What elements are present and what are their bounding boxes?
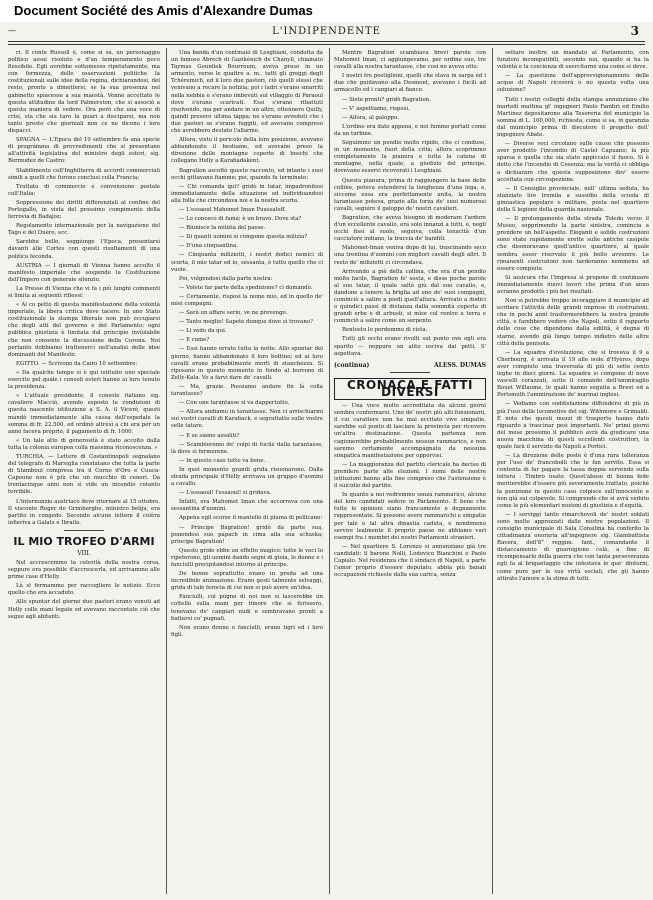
- paragraph: Allora, visto il pericolo della loro posizione, avevano abbandonato il bestiame, ed avevano preso la direzione delle montagne coperte di boschi che collegano Helly a Karabadakent.: [171, 137, 323, 165]
- paragraph: — Di quanti uomini si compone questa milizia?: [179, 234, 308, 241]
- column-1: [8, 50, 160, 892]
- column-divider-2: [329, 48, 330, 894]
- paragraph: Stabilimento coll'Inghilterra di accordi commerciali simili a quelli che furono conclusi colla Francia;: [8, 167, 160, 181]
- archive-banner: [0, 0, 653, 22]
- paragraph: — Chi comanda qui? gridò in tatar, impadronitosi immediatamente della situazione ed individuandosi alla folla che circondava noi e la nostra scorta.: [171, 183, 323, 204]
- paragraph: Mentre Bagration scambiava brevi parole con Mahomet Iman, ci aggiungevamo, per ordine suo, tre cavalli alla nostra tarantasse, che cosi ne aveva otto.: [334, 50, 486, 71]
- paragraph: Allo spuntar del giorno due pastori erano venuti ad Helly colle mani legate ed avevano raccontato ciò che segue agli abitanti.: [8, 599, 160, 620]
- paragraph: Appena egli scorse il mantello di pluma di pellicano:: [179, 515, 323, 522]
- paragraph: — Tanto meglio! Sapete dunque dove si trovano?: [179, 319, 313, 326]
- paragraph: — Volete far parte della spedizione? ci domandò.: [179, 284, 313, 291]
- paragraph: SPAGNA — L'Epoca del 10 settembre fa una specie di programma di provvedimenti che si presentano all'attività legislativa del ministro degli esteri, sig. Bermudez de Castro:: [8, 137, 160, 165]
- column-4: [497, 50, 649, 892]
- paragraph: — Una voce molto accreditata da alcuni giorni sembra confermarsi. Uno de' nostri più alti funzionarii, il cui carattere non ha mai eccitato vive simpatie, sarebbe sul punto di lasciare la provincia per ricevere un'altra destinazione. Questa partenza non cagionerebbe probabilmente nessun rammarico, e non saremo certamente accompagnata da nessuna simpatica manifestazione per opporvisi.: [334, 403, 486, 459]
- paragraph: Fanciulli, col pugno di noi non si lascerebbe un coltello sulla mani per timore che si ferissero, tenevano de' cangiari nudi e sembravano pronti a battersi co' pugnali.: [171, 594, 323, 622]
- paragraph: — La squadra d'evoluzione, che si trovava il 9 a Cherbourg, è arrivata il 19 alle isole d'Hyères, dopo aver compiuto una traversata di più di sette cento leghe in dieci giorni. La squadra si compone di nove vascelli corazzati, sotto il comando dell'ammiraglio Bouet Willaume, le quali hanno seguita a Brest ed a Portsmuth l'ammirazione de' marinai inglesi.: [497, 349, 649, 399]
- page-number: 3: [630, 24, 639, 38]
- paragraph: Sarebbe bello, soggiunge l'Epoca, presentarsi davanti alle Cortes con questi risultamenti di una politica feconda.: [8, 239, 160, 260]
- paragraph: — Scambieremo de' colpi di fucile dalla tarantasse, là dove si fermerene.: [171, 441, 323, 455]
- paragraph: — Con une tarantasse si va dappertutto.: [179, 400, 290, 407]
- header-left-mark: —: [8, 26, 16, 35]
- paragraph: — La direzione delle poste è d'una rara tolleranza per l'uso de' francobolli che le fan servito. Essa si contenta di far pagare la tassa doppia servendo sulla lettera : Timbro usato. Quest'abuso di buona fede meriterebbe d'essere più severamente trattato, poichè la punizione in questo caso colpisce sull'innocente e non già sul colpevole. Si comprende che si avrà veduto come le più elementari nozioni di giustizia e d'equità.: [497, 453, 649, 509]
- paragraph: In quanto a noi vedremmo senza rammarico, alcuno del loro candidati sedere in Parlamento. È bene che tutte le opinioni siano francamente e degnamente rappresentate. Si possono avere rammarichi e simpatie per tale o tal altra dinastia caduta, e nondimeno servire lealmente il proprio paese ne abbiamo vari esempi fra i membri dei nostri Parlamenti stranieri.: [334, 492, 486, 541]
- paragraph: — Certamente, risposi la nome mio, ed in quello de' miei compagni.: [171, 293, 323, 307]
- chronicle-heading: CRONACA E FATTI DIVERSI: [346, 377, 473, 399]
- paragraph: — In questo caso tutto va bene.: [179, 457, 266, 464]
- paragraph: TURCHIA. — Lettere di Costantinopoli segnalano del telegrafo di Marsiglia constatano che tutta la parte di Stamboul compresa tra il Corno d'Oro e Cuuca-Capoune non è più che un mucchio di ceneri. Da trentacinque anni non si vide un incendio cotanto terribile.: [8, 453, 160, 496]
- paragraph: — Essi hanno errato tutta la notte. Allo spuntar del giorno, hanno abbandonato il loro bottino; ed ai loro cavalli erano probabilmente morti di stanchezza. Si riposano in questo momento in fondo al burrone di Zelly-Kala. Vo a farvi dare de' cavalli.: [171, 346, 323, 381]
- paragraph: — V' aspettiamo, risposi.: [342, 105, 410, 112]
- column-2: [171, 50, 323, 892]
- paragraph: — La maggioranza del partito clericale ha deciso di prendere parte alle elezioni. I nomi delle nostre istituzioni hanno alla fine compreso che l'astensione è il suicidio del partito.: [334, 461, 486, 490]
- section-divider: [64, 530, 104, 531]
- column-divider-1: [166, 48, 167, 894]
- paragraph: Bagration ascoltò questo racconto, ed intanto i suoi occhi gittavano fiamme; poi, quando fu terminato:: [171, 167, 323, 181]
- paragraph: Là si fermammo per raccogliere le notizie. Ecco quello che era accaduto.: [8, 583, 160, 597]
- paragraph: settare inoltre un mandato al Parlamento, con funzioni incompatibili, secondo noi, quando si ha la volontà e la coscienza di esercitarne una come si deve.: [497, 50, 649, 71]
- column-divider-3: [492, 48, 493, 894]
- paragraph: — Cinquanta miliziotti, i nostri dodici nemici di scorta, il mio tatar ed io, sessanta, è tutto quello che ci vuole.: [171, 252, 323, 273]
- paragraph: La Presse di Vienna che vi fa i più lunghi commenti si limita ai seguenti riflessi:: [8, 285, 160, 299]
- paragraph: — Nel quartiere S. Lorenzo si annunziano già tre candidati: il barone Nolli, Lodovico Bianchini e Paolo Capialo. Nel residenza che il sindaco di Napoli, a parte l'amor proprio d'essere deputato, abbia più banali occupazioni richieste dalla sua carica, senza: [334, 543, 486, 579]
- paragraph: Seguimmo un pendio molto ripido, che ci conduse, in un momento, fuori della città; allora scoprimmo completamente la pianura e tutta la catena di montagne, nella quale, a giudizio del principe, dovevano esservi ricoverati i Lesghiani.: [334, 140, 486, 175]
- paragraph: Non si potrebbe troppo incoraggiare il municipio ad ecritare l'attività delle grandi imprese di costruzioni, che in pochi anni trasformerebbero la nostra grande città, e farebbero vedere che Napoli, sotto il rapporto delle cose che dipendono dalla edilità, è degna di starne, avendo già lungo tempo indietro delle altre città della penisola.: [497, 298, 649, 347]
- paragraph: I nostri tre postiglioni, quelli che stava in sarpa ed i due che guidavano alla Desmont, avevano i fucili ad armacollo ed i cangiari al fianco.: [334, 73, 486, 94]
- continued-note: (continua): [334, 361, 370, 369]
- paragraph: « Un tale atto di generosità è stato accolto dalla tutta la colonia europea colla massima riconoscenza. »: [8, 437, 160, 451]
- section-divider: [390, 372, 430, 373]
- paragraph: Nel accrescemmo la celerità della nostra corsa, seppure era possibile d'accrescerla, ed arrivammo alle prime case d'Helly.: [8, 560, 160, 581]
- paragraph: Soppressione dei diritti differenziali al confine del Portogallo, in vista del prossimo compimento della ferrovia di Badajoz;: [8, 199, 160, 221]
- paragraph: — Allora andiamo in tarantasse. Non ci arrischiarmi sui vostri cavalli di Karaback, e segrattatto sulle vostre selle tatare.: [171, 409, 323, 430]
- chapter-number: VIII.: [77, 549, 91, 557]
- paragraph: — Allora, al galoppo.: [342, 114, 399, 121]
- paragraph: EGITTO. — Scrivono da Cairo 10 settembre:: [16, 360, 138, 367]
- paragraph: Si assicura che l'Impresa si propone di continuare immediatamente nuovi lavori che prima d'un anno avranno prodotto i più bei risultati.: [497, 274, 649, 295]
- paragraph: — E se siamo assaliti?: [179, 432, 240, 439]
- feuilleton-heading: IL MIO TROFEO D'ARMI: [13, 534, 155, 548]
- author-name: ALESS. DUMAS: [433, 361, 486, 369]
- paragraph: AUSTRIA — I giornali di Vienna hanno accolto il manifesto imperiale che sospende la Costituzione dell'Impero con generale silenzio.: [8, 262, 160, 283]
- paragraph: Non erano donne e fanciulli, erano tigri ed i loro figli.: [171, 624, 323, 638]
- paragraph: — Ma, grazie. Possiamo andare fin là colla tarantasse?: [171, 383, 323, 398]
- paragraph: — Il Consiglio provinciale, nell' ultima seduta, ha stanziato lire tremila a sussidio della scuola di ginnastica popolare e militare, posta nel quartiere della S legione della guardia nazionale.: [497, 185, 649, 213]
- paragraph: « Al co petto di questa manifestazione della volontà imperiale, la libera critica deve tacere. In uno Stato costituzionale la stampa liberale non può occuparsi che degli atti del governo e del Parlamento; ogni pubblica giustizia è limitata dal principio inviolabile che non consente la discussione della Corona. Noi pertanto dobbiamo trattenerci nell'analisi delle idee dominanti del Manifesto.: [8, 302, 160, 358]
- page-header: [0, 26, 653, 40]
- paragraph: — D'una cinquantina.: [179, 243, 238, 250]
- paragraph: — Siete pronti? gridò Bagration.: [342, 96, 431, 103]
- paragraph: Una banda d'un centinaio di Lesghiani, condotta da un famoso Abrech di Gazikénich de Chanyil, chiamato Taymas Gounilek Bourroum, aveva preso in un armento, verso le quattro a. m., tutti gli greggi degli Tchéremich, ed il loro due pastori, ciò quelli stessi che venivano a recare la notizia; poi i ladri s'erano smarriti nella nebbia e s'erano imbevuti sul villaggio di Paraoul dove s'erano scaricati. Essi s'erano ribattuti risolvendo, ma per andare in un altro, ottennero Quilly, quindi presero ultima tappa; ne s'erano avveduti che i due pastori se s'erano fuggiti, ed avevano compreso che avrebbero destato l'allarme.: [171, 50, 323, 135]
- paragraph: ri. Il conte Russell è, come si sa, un personaggio politico assai risoluto e d'un temperamento poco flessibile. Egli avrebbe sottomesso ripetutamente, ma con fermezza, delle osservazioni politiche la costituzionali sulle idee della regina, dichiarandosi, del resto, pronto a dimettersi, se la sua presenza nel gabinetto spiacesse a sua maestà. Venne accettato le questa attitudine da lord Palmerston, che si associò a questa maniera di vedere. Ora però che una voce di crisi, sta che sia taro la guari a disciparsi, ma non tanto presto che giorniali non ce ne dicono i loro dispacci.: [8, 50, 160, 135]
- paragraph: De bonne soprattutto erano in preda ad una incredibile animazione. Erano gesti talmente selvaggi, grida di tale ferocia di cui non si può avere un'idea.: [171, 571, 323, 592]
- paragraph: L'ordine era dato appena, e noi fummo portati come da un turbine.: [334, 123, 486, 137]
- paragraph: — La questione dell'approvvigionamento delle acque di Napoli riceverà o no questa volta una soluzione?: [497, 73, 649, 94]
- paragraph: — Principe Bagration! gridò da parte sua, ponendosi suo papach in cima alla sua schaska; principe Bagration!: [171, 524, 323, 545]
- paragraph: Poi, volgendosi dalla parte nostra:: [179, 275, 273, 282]
- header-rule-bottom: [8, 44, 645, 45]
- paragraph: — Riunisce la milizia del paese.: [179, 225, 266, 232]
- paragraph: Regolamento internazionale per la navigazione del Tago e del Duero, ecc.: [8, 223, 160, 237]
- paragraph: Mahomet-Iman veniva dopo di lui, trascinando seco una trentina d'uomini con migliori cavalli degli altri. Il resto de' miliziotti ci circondava.: [334, 245, 486, 266]
- header-rule-top: [8, 41, 645, 42]
- paragraph: — Vediamo con soddisfazione diffondersi di più in più l'uso delle locomotive del sig. Withmore e Grimaldi. È noto che questi mezzi di trasporto hanno dato riguardo a trascinar pesi importanti. Ne' primi giorni del mese prossimo il pubblico avrà da giudicare una nuova macchina di questi eccellenti costruttori, la quale farà il servizio da Napoli a Portici.: [497, 401, 649, 450]
- paragraph: Tutti gli occhi erano rivolti sul punto ove egli era sparito — neppure un alito usciva dai petti. S' aspettava.: [334, 336, 486, 357]
- paragraph: — Sarà un affare serio, ve ne prevengo.: [179, 310, 288, 317]
- paragraph: Bagration, che aveva bisogno di moderare l'ardore d'un eccellente cavallo, era solo innanzi a tutti, e, negli occhi fissi al suolo, seguiva, colla tenacità d'un cacciatore indiano, la traccia de' banditi.: [334, 214, 486, 243]
- paragraph: « L'attuale presidente, il console italiano sig. cavaliere Macciò, avendo esposto le condizioni di questa nascente istituzione a S. A. il Vicerè, questi mandò immediatamente alla cassa dell'ospedale la somma di fr. 22,500, ed ordinò altresì a chi era per un anno faceva proprio, il pagamento di fr. 1000.: [8, 393, 160, 435]
- paragraph: — Lo conosco di fama; è un bravo. Dove sta?: [179, 216, 302, 223]
- paragraph: « Da qualche tempo si è qui istituito uno speciale esercito pel quale i consoli esteri hanno ai loro tenuto la presidenza.: [8, 369, 160, 391]
- paragraph: — I serviggi tanto rimarchevoli de' nostri soldati sono molto apprezzati dalle nostre popolazioni. Il consiglio municipale di Sala Consilina ha conferito la cittadinanza onoraria all'ingegnere sig. Giambattista Ravera, dell'8° reggim. fant., comandante il distaccamento di guarnigione colà, a fine di ricompensarlo della guerra che con tanta perseveranza egli fa al brigantaggio che infestava le que' dintorni, come pure per le sue virtù sociali, che gli hanno attirato l'amore e la stima di tutti.: [497, 511, 649, 582]
- column-3: [334, 50, 486, 892]
- section-heading-box: [334, 378, 486, 400]
- paragraph: — L'essaoul Mahomet Iman Puassaleff.: [179, 206, 286, 213]
- paragraph: — Li vedo da qui.: [179, 328, 227, 335]
- paragraph: — Il prolungamento della strada Toledo verso il Museo, sopprimendo la parte sinistra, comincia a prendere un bell'aspetto. Eleganti e solide costruzioni sono state rapidamente erette sulle antiche casipole che disonoravano quell'antico quartiere, al quale sembra esser riservato il più bello avvenire. Le rimanenti costruzioni non tarderanno nemmeno ad essere compiute.: [497, 216, 649, 272]
- feuilleton-signature: [334, 362, 486, 369]
- archive-banner-text: Document Société des Amis d'Alexandre Dumas: [14, 3, 313, 18]
- paragraph: Tutti i nostri colleghi della stampa annunziano che martedì mattina gl' ingegneri Paolo Fambri ed Emilio Martinez depositarono alla Tesoreria del municipio la somma di L. 100,000, richiesta, come si sa, in garanzia dal municipio prima di discutere il progetto dell' ingegnere Abate.: [497, 96, 649, 139]
- paragraph: L'internunzio austriaco deve ritornare al 15 ottobre. Il visconte Roger de Grimberghe, ministro belga, era partito in congedo. Secondo alcune lettere il colèra infieriva a Galatz e Ibraila.: [8, 498, 160, 526]
- paragraph: In quel momento grandi grida risuonarono. Dalla strada principale d'Helly arrivava un gruppo d'uomini a cavallo.: [171, 466, 323, 488]
- paragraph: Infatti, era Mahomet Iman che accorreva con una sessantina d'uomini.: [171, 499, 323, 513]
- paragraph: — L'essaoul! l'essaoul! si gridava.: [179, 490, 272, 497]
- paragraph: Arrivando a piè della collina, che era d'un pendio molto facile, Bagration fe' sosta, e disse poche parole al suo tatar, il quale saltò giù dal suo cavallo, e, dandone a tenere la briglia ad uno de' suoi compagni, cominciò a salire a piedi quell'altura. Arrivato a dodici o quindici passi di distanza dalla sommità coperta di grandi erbe e di arbusti, si mise col ventre a terra e cominciò a salire come un serpente.: [334, 268, 486, 325]
- paragraph: Trattato di commercio e convenzione postale coll'Italia;: [8, 183, 160, 197]
- paragraph: Questa pianura, prima di raggiungere la base delle colline, poteva estendersi la lunghezza d'una lega, e, siccome essa era perfettamente unita, la nostra tarantasse poteva, grazie alla forza de' suoi numerosi cavalli, seguire il galoppo de' nostri cavalieri.: [334, 177, 486, 212]
- paragraph: Bentosto lo perdemmo di vista.: [342, 327, 428, 334]
- paragraph: Questo grido ebbe un effetto magico: tutte le voci lo ripeterono, gli uomini dando segni di gioia, le donne e i fanciulli precipitandosi intorno al principe.: [171, 547, 323, 568]
- newspaper-title: L'INDIPENDENTE: [272, 26, 381, 37]
- paragraph: — E come?: [179, 337, 210, 344]
- paragraph: — Diverse voci circolano sulle cause che possono aver prodotto l'incendio di Castel Capuano; la più sparsa è quella che sia stato appiccato il fuoco. Si è detto che l'incendio di Cosenza; ma la verità ci obbliga a dichiarare che questa supposizione dev' essere accettata con circospezione.: [497, 141, 649, 183]
